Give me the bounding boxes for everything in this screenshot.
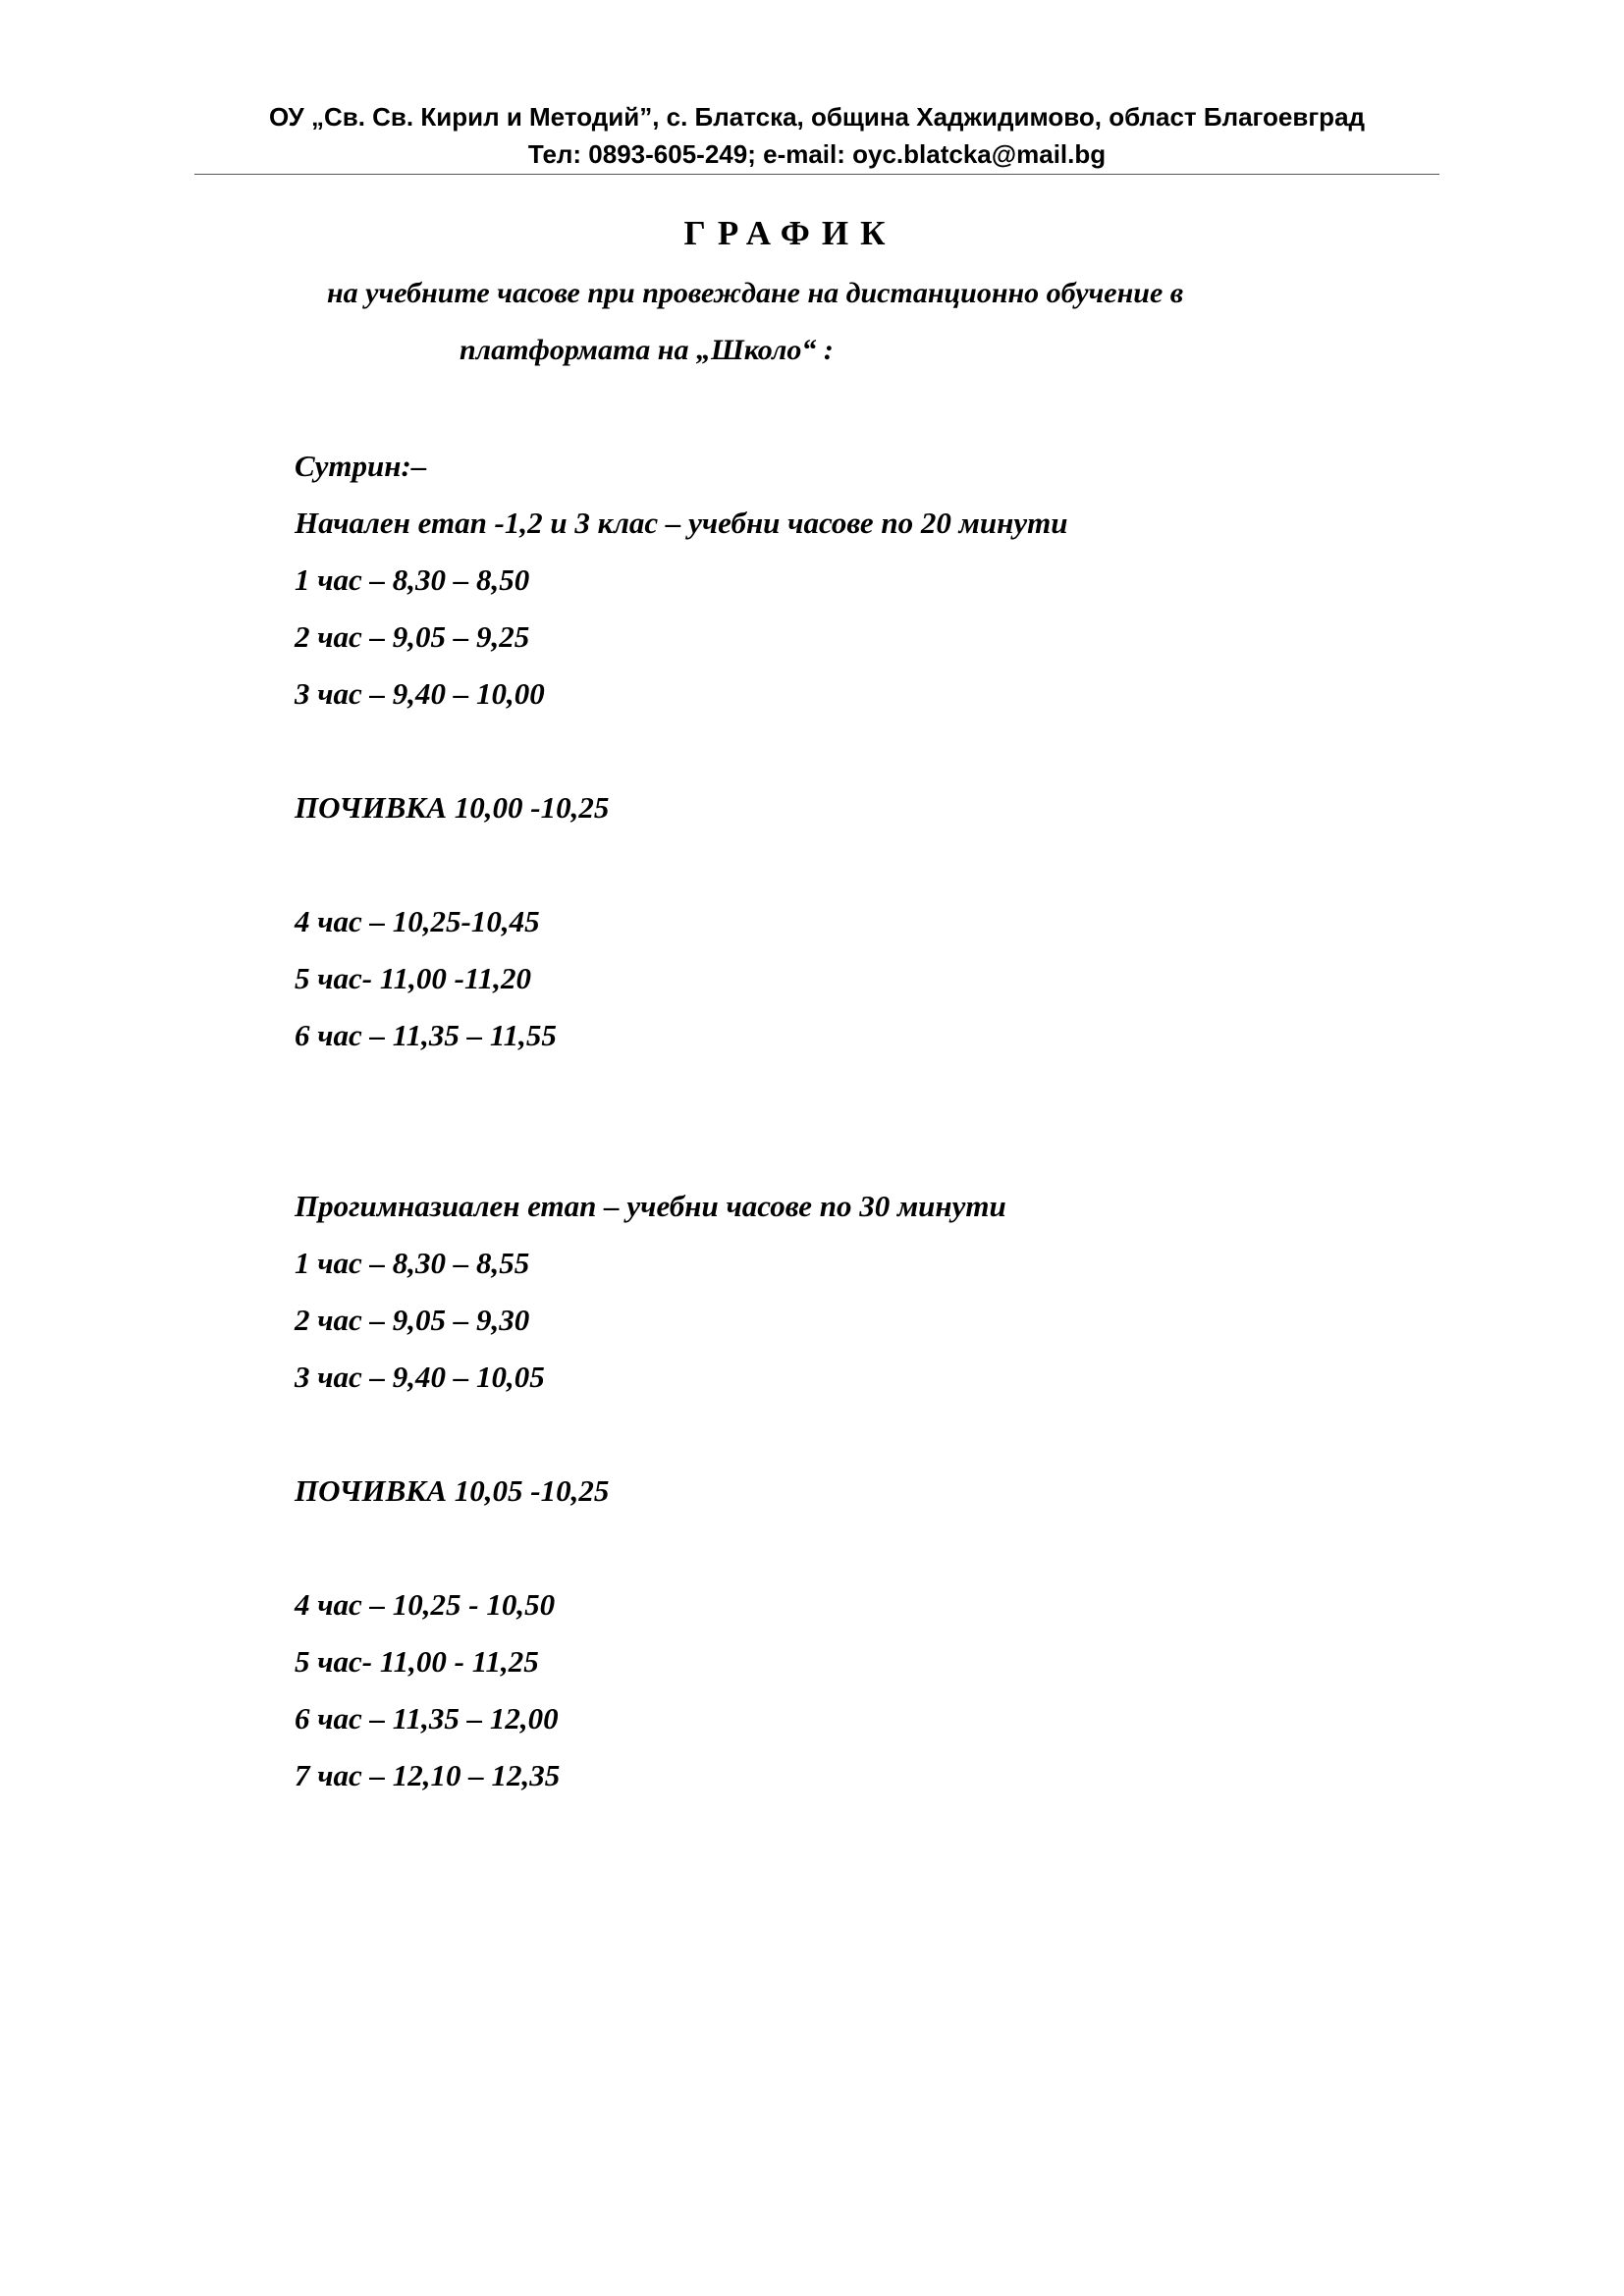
letterhead-divider: [194, 174, 1439, 175]
progymnasium-break: ПОЧИВКА 10,05 -10,25: [295, 1473, 610, 1508]
spacer: [295, 1064, 1067, 1178]
letterhead-contact-line: Тел: 0893-605-249; e-mail: oyc.blatcka@mail.bg: [527, 139, 1107, 169]
schedule-body: [295, 438, 1067, 1804]
primary-lesson-1: 1 час – 8,30 – 8,50: [295, 562, 530, 597]
primary-lesson-5: 5 час- 11,00 -11,20: [295, 961, 532, 995]
progymnasium-lesson-1: 1 час – 8,30 – 8,55: [295, 1246, 530, 1280]
primary-lesson-3: 3 час – 9,40 – 10,00: [295, 676, 545, 711]
spacer: [295, 1520, 1067, 1576]
progymnasium-lesson-5: 5 час- 11,00 - 11,25: [295, 1644, 539, 1679]
progymnasium-lesson-2: 2 час – 9,05 – 9,30: [295, 1303, 530, 1337]
progymnasium-lesson-3: 3 час – 9,40 – 10,05: [295, 1360, 545, 1394]
progymnasium-lesson-7: 7 час – 12,10 – 12,35: [295, 1758, 561, 1792]
document-subtitle-line-2: платформата на „Школо“ :: [460, 334, 834, 366]
spacer: [295, 1406, 1067, 1463]
primary-lesson-2: 2 час – 9,05 – 9,25: [295, 619, 530, 654]
primary-stage-heading: Начален етап -1,2 и 3 клас – учебни часове по 20 минути: [295, 506, 1068, 540]
progymnasium-lesson-4: 4 час – 10,25 - 10,50: [295, 1587, 556, 1622]
spacer: [295, 722, 1067, 779]
letterhead: [194, 98, 1439, 173]
spacer: [295, 836, 1067, 893]
morning-label: Сутрин:–: [295, 449, 427, 483]
primary-lesson-6: 6 час – 11,35 – 11,55: [295, 1018, 557, 1052]
progymnasium-lesson-6: 6 час – 11,35 – 12,00: [295, 1701, 559, 1735]
primary-lesson-4: 4 час – 10,25-10,45: [295, 904, 540, 938]
document-title: ГРАФИК: [683, 214, 897, 252]
document-subtitle-line-1: на учебните часове при провеждане на дистанционно обучение в: [327, 277, 1184, 309]
primary-break: ПОЧИВКА 10,00 -10,25: [295, 790, 610, 825]
progymnasium-stage-heading: Прогимназиален етап – учебни часове по 30 минути: [295, 1189, 1006, 1223]
letterhead-school-line: ОУ „Св. Св. Кирил и Методий”, с. Блатска, община Хаджидимово, област Благоевград: [268, 102, 1366, 132]
